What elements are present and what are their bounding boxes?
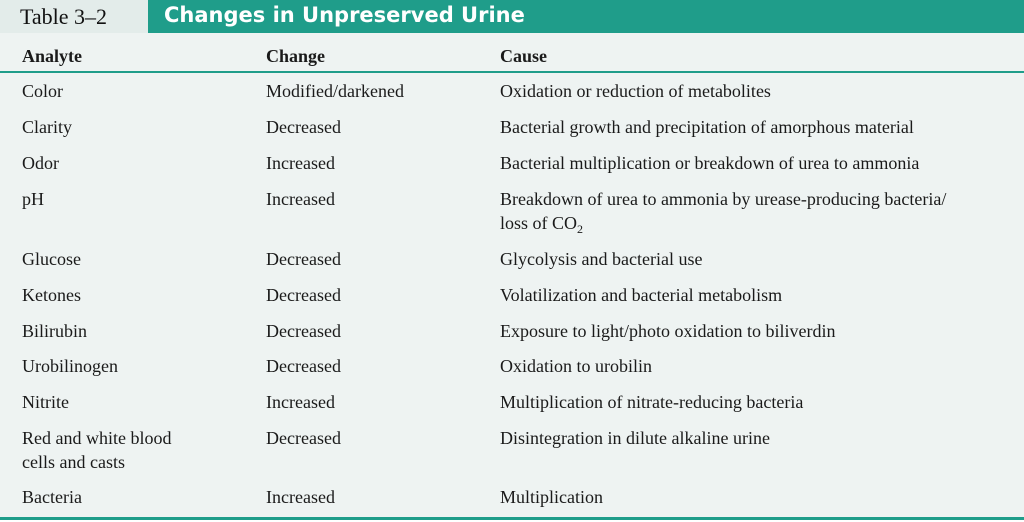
cell-analyte: Odor [22,153,59,173]
cell-cause: Glycolysis and bacterial use [500,249,703,269]
table-header [0,0,1024,33]
cell-analyte: Glucose [22,249,81,269]
header-divider [0,71,1024,73]
cell-cause: Bacterial growth and precipitation of amorphous material [500,117,914,137]
cell-cause: Oxidation to urobilin [500,356,652,376]
cell-cause: Breakdown of urea to ammonia by urease-producing bacteria/ [500,189,947,209]
column-header-analyte: Analyte [22,46,82,66]
cell-cause: Volatilization and bacterial metabolism [500,285,783,305]
column-header-change: Change [266,46,326,66]
cell-change: Increased [266,487,335,507]
cell-change: Increased [266,392,335,412]
cell-analyte: Bilirubin [22,321,88,341]
cell-change: Decreased [266,249,341,269]
cause-text: loss of CO [500,213,578,233]
cell-change: Increased [266,153,335,173]
cell-analyte: Ketones [22,285,81,305]
cell-cause: Bacterial multiplication or breakdown of urea to ammonia [500,153,920,173]
cell-change: Decreased [266,356,341,376]
cell-cause: Exposure to light/photo oxidation to biliverdin [500,321,836,341]
subscript-2: 2 [577,222,584,236]
column-header-cause: Cause [500,46,548,66]
bottom-divider [0,517,1024,520]
cell-analyte-continuation: cells and casts [22,452,125,472]
cell-change: Decreased [266,321,341,341]
cell-change: Decreased [266,285,341,305]
cell-cause: Multiplication of nitrate-reducing bacteria [500,392,804,412]
cell-analyte: pH [22,189,44,209]
cell-change: Increased [266,189,335,209]
table-title: Changes in Unpreserved Urine [164,3,525,27]
cell-change: Decreased [266,117,341,137]
title-bar [148,0,1024,33]
cell-analyte: Nitrite [22,392,69,412]
table-number-label: Table 3–2 [0,0,148,33]
cell-change: Decreased [266,428,341,448]
cell-analyte: Urobilinogen [22,356,118,376]
cell-analyte: Bacteria [22,487,82,507]
cell-analyte: Color [22,81,64,101]
cell-cause-continuation [500,211,583,235]
cell-change: Modified/darkened [266,81,404,101]
cell-cause: Disintegration in dilute alkaline urine [500,428,770,448]
cell-analyte: Red and white blood [22,428,172,448]
cell-cause: Multiplication [500,487,603,507]
cell-cause: Oxidation or reduction of metabolites [500,81,771,101]
cell-analyte: Clarity [22,117,72,137]
